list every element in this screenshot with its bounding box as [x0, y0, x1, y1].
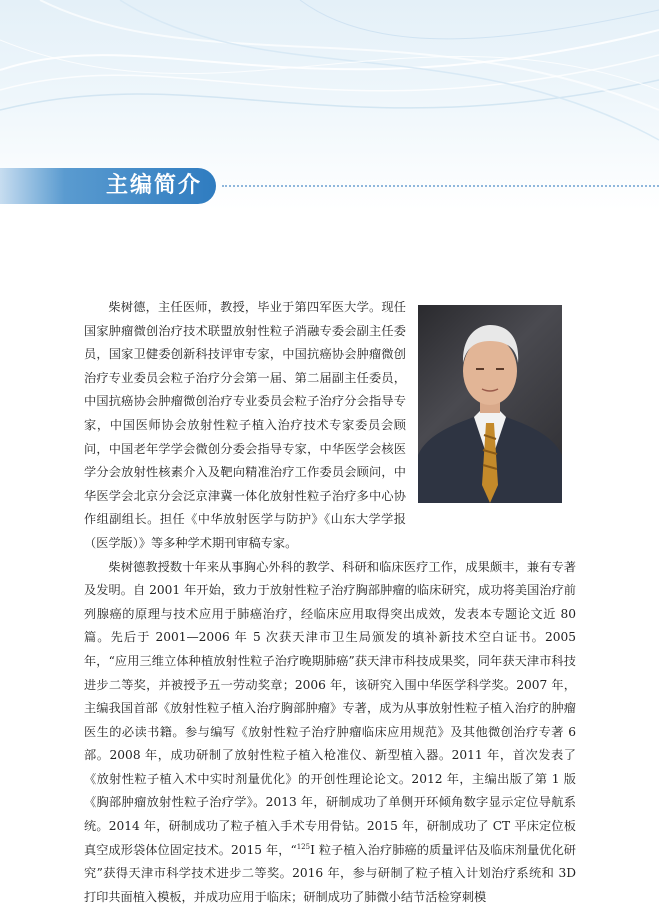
bio-paragraph-1: 柴树德，主任医师，教授，毕业于第四军医大学。现任国家肿瘤微创治疗技术联盟放射性粒子消融专委会副主任委员，国家卫健委创新科技评审专家，中国抗癌协会肿瘤微创治疗专业委员会粒子治疗分会第一届、第二届副主任委员，中国抗癌协会肿瘤微创治疗专业委员会粒子治疗分会指导专家，中国医师协会放射性粒子植入治疗技术专家委员会顾问，中国老年学学会微创分委会指导专家，中华医学会核医学分会放射性核素介入及靶向精准治疗工作委员会顾问，中华医学会北京分会泛京津冀一体化放射性粒子治疗多中心协作组副组长。担任《中华放射医学与防护》《山东大学学报（医学版）》等多种学术期刊审稿专家。 — [84, 300, 406, 550]
bio-paragraph-2-part-b: I 粒子植入治疗肺癌的质量评估及临床剂量优化研究”获得天津市科学技术进步二等奖。2016 年，参与研制了粒子植入计划治疗系统和 3D 打印共面植入模板，并成功应用于临床；研制成功了肺微小结节活检穿刺模 — [84, 842, 576, 904]
isotope-superscript: 125 — [296, 842, 311, 851]
biography-text — [84, 296, 576, 909]
title-dotted-rule — [222, 185, 659, 187]
bio-paragraph-2 — [84, 556, 576, 909]
bio-paragraph-2-part-a: 柴树德教授数十年来从事胸心外科的教学、科研和临床医疗工作，成果颇丰，兼有专著及发明。自 2001 年开始，致力于放射性粒子治疗胸部肿瘤的临床研究，成功将美国治疗前列腺癌的原理与技术应用于肺癌治疗，经临床应用取得突出成效，发表本专题论文近 80 篇。先后于 2001—2006 年 5 次获天津市卫生局颁发的填补新技术空白证书。2005 年，“应用三维立体种植放射性粒子治疗晚期肺癌”获天津市科技成果奖，同年获天津市科技进步二等奖，并被授予五一劳动奖章；2006 年，该研究入围中华医学科学奖。2007 年，主编我国首部《放射性粒子植入治疗胸部肿瘤》专著，成为从事放射性粒子植入治疗的肿瘤医生的必读书籍。参与编写《放射性粒子治疗肿瘤临床应用规范》及其他微创治疗专著 6 部。2008 年，成功研制了放射性粒子植入枪准仪、新型植入器。2011 年，首次发表了《放射性粒子植入术中实时剂量优化》的开创性理论论文。2012 年，主编出版了第 1 版《胸部肿瘤放射性粒子治疗学》。2013 年，研制成功了单侧开环倾角数字显示定位导航系统。2014 年，研制成功了粒子植入手术专用骨钻。2015 年，研制成功了 CT 平床定位板真空成形袋体位固定技术。2015 年，“ — [84, 559, 576, 857]
section-title: 主编简介 — [106, 173, 203, 198]
